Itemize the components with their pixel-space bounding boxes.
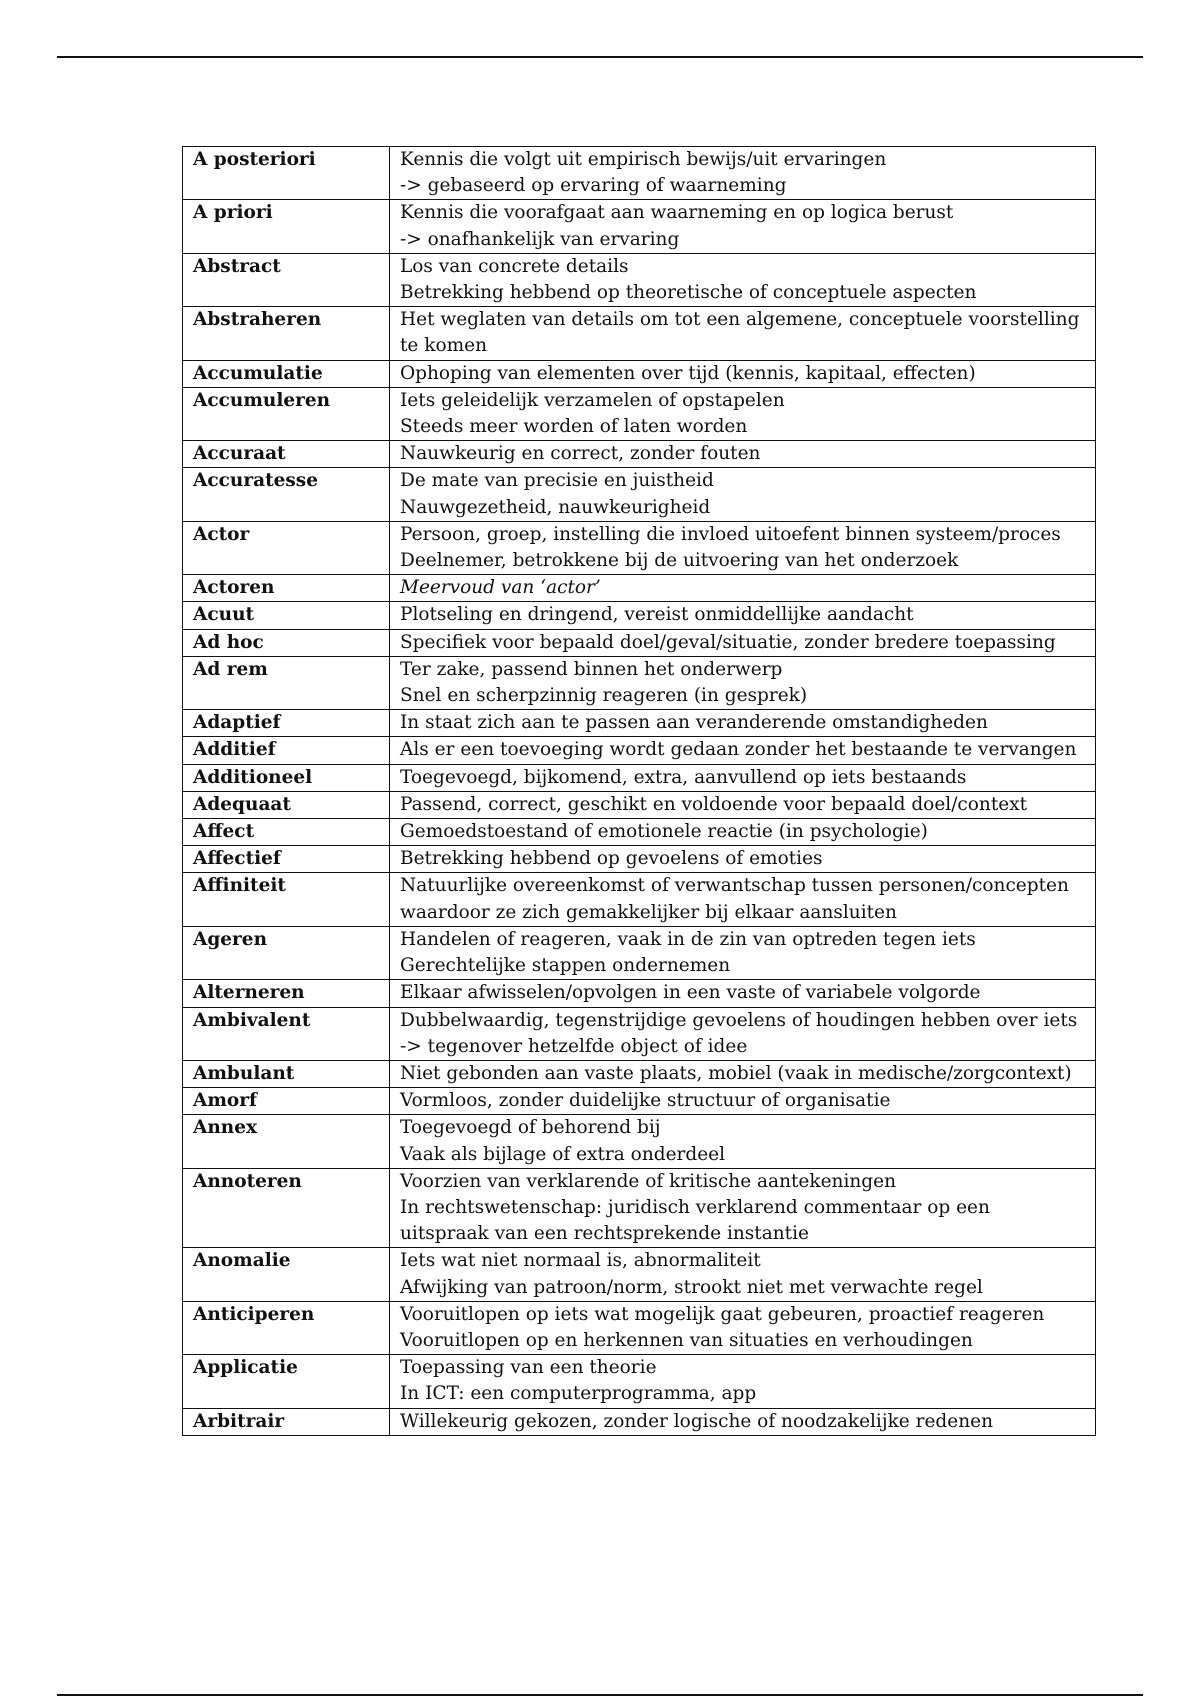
glossary-term: Abstraheren bbox=[183, 307, 390, 360]
glossary-term: Affect bbox=[183, 819, 390, 846]
glossary-row bbox=[183, 629, 1096, 656]
glossary-definition bbox=[390, 1060, 1096, 1087]
definition-line: Dubbelwaardig, tegenstrijdige gevoelens of houdingen hebben over iets bbox=[400, 1009, 1078, 1031]
definition-line: Toepassing van een theorie bbox=[400, 1357, 657, 1379]
header-rule bbox=[57, 56, 1143, 58]
glossary-row bbox=[183, 1060, 1096, 1087]
glossary-row bbox=[183, 980, 1096, 1007]
glossary-definition bbox=[390, 656, 1096, 709]
glossary-term: Adequaat bbox=[183, 791, 390, 818]
definition-line: Kennis die voorafgaat aan waarneming en op logica berust bbox=[400, 202, 954, 224]
glossary-row bbox=[183, 846, 1096, 873]
glossary-definition bbox=[390, 253, 1096, 306]
glossary-definition bbox=[390, 737, 1096, 764]
definition-line: -> tegenover hetzelfde object of idee bbox=[400, 1035, 748, 1057]
glossary-term: Accumuleren bbox=[183, 387, 390, 440]
glossary-definition bbox=[390, 1115, 1096, 1168]
definition-line: Vormloos, zonder duidelijke structuur of organisatie bbox=[400, 1090, 891, 1112]
definition-line: In rechtswetenschap: juridisch verklarend commentaar op een bbox=[400, 1196, 990, 1218]
glossary-row bbox=[183, 360, 1096, 387]
glossary-row bbox=[183, 200, 1096, 253]
glossary-definition bbox=[390, 1168, 1096, 1248]
glossary-term: Abstract bbox=[183, 253, 390, 306]
glossary-row bbox=[183, 1408, 1096, 1435]
definition-line: Deelnemer, betrokkene bij de uitvoering van het onderzoek bbox=[400, 550, 959, 572]
definition-line: Toegevoegd, bijkomend, extra, aanvullend op iets bestaands bbox=[400, 766, 967, 788]
definition-line: Passend, correct, geschikt en voldoende voor bepaald doel/context bbox=[400, 793, 1028, 815]
definition-line: Iets geleidelijk verzamelen of opstapelen bbox=[400, 389, 785, 411]
glossary-row bbox=[183, 1248, 1096, 1301]
glossary-definition bbox=[390, 441, 1096, 468]
glossary-definition bbox=[390, 764, 1096, 791]
glossary-definition bbox=[390, 1007, 1096, 1060]
glossary-term: Anticiperen bbox=[183, 1301, 390, 1354]
glossary-row bbox=[183, 575, 1096, 602]
definition-line: Elkaar afwisselen/opvolgen in een vaste of variabele volgorde bbox=[400, 982, 981, 1004]
glossary-body bbox=[183, 147, 1096, 1436]
glossary-term: Ambivalent bbox=[183, 1007, 390, 1060]
glossary-definition bbox=[390, 1248, 1096, 1301]
definition-line: Voorzien van verklarende of kritische aantekeningen bbox=[400, 1170, 896, 1192]
glossary-definition bbox=[390, 602, 1096, 629]
definition-line: Kennis die volgt uit empirisch bewijs/uit ervaringen bbox=[400, 149, 887, 170]
glossary-row bbox=[183, 1301, 1096, 1354]
glossary-term: Accuratesse bbox=[183, 468, 390, 521]
glossary-term: Affectief bbox=[183, 846, 390, 873]
definition-line: Vaak als bijlage of extra onderdeel bbox=[400, 1143, 726, 1165]
glossary-row bbox=[183, 1168, 1096, 1248]
definition-line: In ICT: een computerprogramma, app bbox=[400, 1383, 757, 1405]
definition-line: Het weglaten van details om tot een algemene, conceptuele voorstelling bbox=[400, 309, 1080, 331]
glossary-row bbox=[183, 791, 1096, 818]
glossary-term: Accumulatie bbox=[183, 360, 390, 387]
glossary-row bbox=[183, 307, 1096, 360]
definition-line: Nauwgezetheid, nauwkeurigheid bbox=[400, 496, 711, 518]
glossary-definition bbox=[390, 819, 1096, 846]
glossary-row bbox=[183, 441, 1096, 468]
definition-line: Ophoping van elementen over tijd (kennis, kapitaal, effecten) bbox=[400, 362, 976, 384]
glossary-definition bbox=[390, 1088, 1096, 1115]
definition-line: Willekeurig gekozen, zonder logische of noodzakelijke redenen bbox=[400, 1410, 993, 1432]
definition-line: Gemoedstoestand of emotionele reactie (in psychologie) bbox=[400, 821, 928, 843]
glossary-term: Affiniteit bbox=[183, 873, 390, 926]
glossary-row bbox=[183, 1355, 1096, 1408]
definition-line: Ter zake, passend binnen het onderwerp bbox=[400, 658, 783, 680]
glossary-row bbox=[183, 253, 1096, 306]
glossary-definition bbox=[390, 360, 1096, 387]
glossary-row bbox=[183, 710, 1096, 737]
glossary-term: Arbitrair bbox=[183, 1408, 390, 1435]
glossary-term: Annoteren bbox=[183, 1168, 390, 1248]
definition-line: -> gebaseerd op ervaring of waarneming bbox=[400, 175, 787, 197]
definition-line: -> onafhankelijk van ervaring bbox=[400, 228, 680, 250]
definition-line: Betrekking hebbend op gevoelens of emoties bbox=[400, 848, 823, 870]
glossary-row bbox=[183, 873, 1096, 926]
definition-line: Gerechtelijke stappen ondernemen bbox=[400, 955, 731, 977]
definition-line: Vooruitlopen op en herkennen van situaties en verhoudingen bbox=[400, 1329, 973, 1351]
glossary-term: Actoren bbox=[183, 575, 390, 602]
glossary-definition bbox=[390, 710, 1096, 737]
glossary-definition bbox=[390, 1301, 1096, 1354]
definition-line: Betrekking hebbend op theoretische of conceptuele aspecten bbox=[400, 282, 977, 304]
glossary-term: Annex bbox=[183, 1115, 390, 1168]
glossary-definition bbox=[390, 147, 1096, 200]
definition-line: Plotseling en dringend, vereist onmiddellijke aandacht bbox=[400, 604, 914, 626]
glossary-term: Applicatie bbox=[183, 1355, 390, 1408]
glossary-term: Accuraat bbox=[183, 441, 390, 468]
definition-line: Iets wat niet normaal is, abnormaliteit bbox=[400, 1250, 761, 1272]
glossary-definition bbox=[390, 307, 1096, 360]
definition-line: Snel en scherpzinnig reageren (in gesprek) bbox=[400, 685, 808, 707]
glossary-definition bbox=[390, 980, 1096, 1007]
glossary-term: Ad hoc bbox=[183, 629, 390, 656]
glossary-row bbox=[183, 1115, 1096, 1168]
glossary-term: Amorf bbox=[183, 1088, 390, 1115]
glossary-definition bbox=[390, 387, 1096, 440]
glossary-term: Alterneren bbox=[183, 980, 390, 1007]
glossary-definition bbox=[390, 926, 1096, 979]
definition-line: Persoon, groep, instelling die invloed uitoefent binnen systeem/proces bbox=[400, 523, 1061, 545]
glossary-row bbox=[183, 147, 1096, 200]
definition-line: uitspraak van een rechtsprekende instantie bbox=[400, 1223, 809, 1245]
glossary-row bbox=[183, 656, 1096, 709]
definition-line: Meervoud van ‘actor’ bbox=[400, 577, 601, 599]
glossary-definition bbox=[390, 521, 1096, 574]
glossary-definition bbox=[390, 1355, 1096, 1408]
glossary-term: A posteriori bbox=[183, 147, 390, 200]
definition-line: Handelen of reageren, vaak in de zin van optreden tegen iets bbox=[400, 928, 976, 950]
glossary-term: A priori bbox=[183, 200, 390, 253]
glossary-row bbox=[183, 1007, 1096, 1060]
glossary-term: Ambulant bbox=[183, 1060, 390, 1087]
definition-line: Niet gebonden aan vaste plaats, mobiel (vaak in medische/zorgcontext) bbox=[400, 1062, 1072, 1084]
glossary-term: Ageren bbox=[183, 926, 390, 979]
glossary-definition bbox=[390, 575, 1096, 602]
glossary-term: Anomalie bbox=[183, 1248, 390, 1301]
glossary-term: Additioneel bbox=[183, 764, 390, 791]
glossary-row bbox=[183, 521, 1096, 574]
glossary-term: Actor bbox=[183, 521, 390, 574]
definition-line: De mate van precisie en juistheid bbox=[400, 470, 714, 492]
glossary-row bbox=[183, 468, 1096, 521]
definition-line: Als er een toevoeging wordt gedaan zonder het bestaande te vervangen bbox=[400, 739, 1077, 761]
definition-line: Nauwkeurig en correct, zonder fouten bbox=[400, 443, 761, 465]
glossary-row bbox=[183, 387, 1096, 440]
glossary-row bbox=[183, 819, 1096, 846]
definition-line: te komen bbox=[400, 335, 488, 357]
glossary-term: Acuut bbox=[183, 602, 390, 629]
glossary-row bbox=[183, 764, 1096, 791]
glossary-definition bbox=[390, 629, 1096, 656]
definition-line: Afwijking van patroon/norm, strookt niet met verwachte regel bbox=[400, 1276, 983, 1298]
glossary-definition bbox=[390, 468, 1096, 521]
glossary-row bbox=[183, 926, 1096, 979]
glossary-definition bbox=[390, 846, 1096, 873]
glossary-term: Adaptief bbox=[183, 710, 390, 737]
glossary-definition bbox=[390, 200, 1096, 253]
glossary-row bbox=[183, 1088, 1096, 1115]
definition-line: Steeds meer worden of laten worden bbox=[400, 416, 748, 438]
glossary-definition bbox=[390, 873, 1096, 926]
glossary-row bbox=[183, 602, 1096, 629]
definition-line: Vooruitlopen op iets wat mogelijk gaat gebeuren, proactief reageren bbox=[400, 1303, 1045, 1325]
definition-line: waardoor ze zich gemakkelijker bij elkaar aansluiten bbox=[400, 901, 897, 923]
glossary-definition bbox=[390, 791, 1096, 818]
definition-line: Natuurlijke overeenkomst of verwantschap tussen personen/concepten bbox=[400, 875, 1069, 897]
glossary-definition bbox=[390, 1408, 1096, 1435]
glossary-term: Ad rem bbox=[183, 656, 390, 709]
definition-line: In staat zich aan te passen aan veranderende omstandigheden bbox=[400, 712, 988, 734]
definition-line: Toegevoegd of behorend bij bbox=[400, 1117, 661, 1139]
footer-rule bbox=[57, 1694, 1143, 1696]
definition-line: Specifiek voor bepaald doel/geval/situatie, zonder bredere toepassing bbox=[400, 631, 1056, 653]
definition-line: Los van concrete details bbox=[400, 255, 629, 277]
glossary-row bbox=[183, 737, 1096, 764]
glossary-table bbox=[182, 146, 1096, 1436]
glossary-term: Additief bbox=[183, 737, 390, 764]
